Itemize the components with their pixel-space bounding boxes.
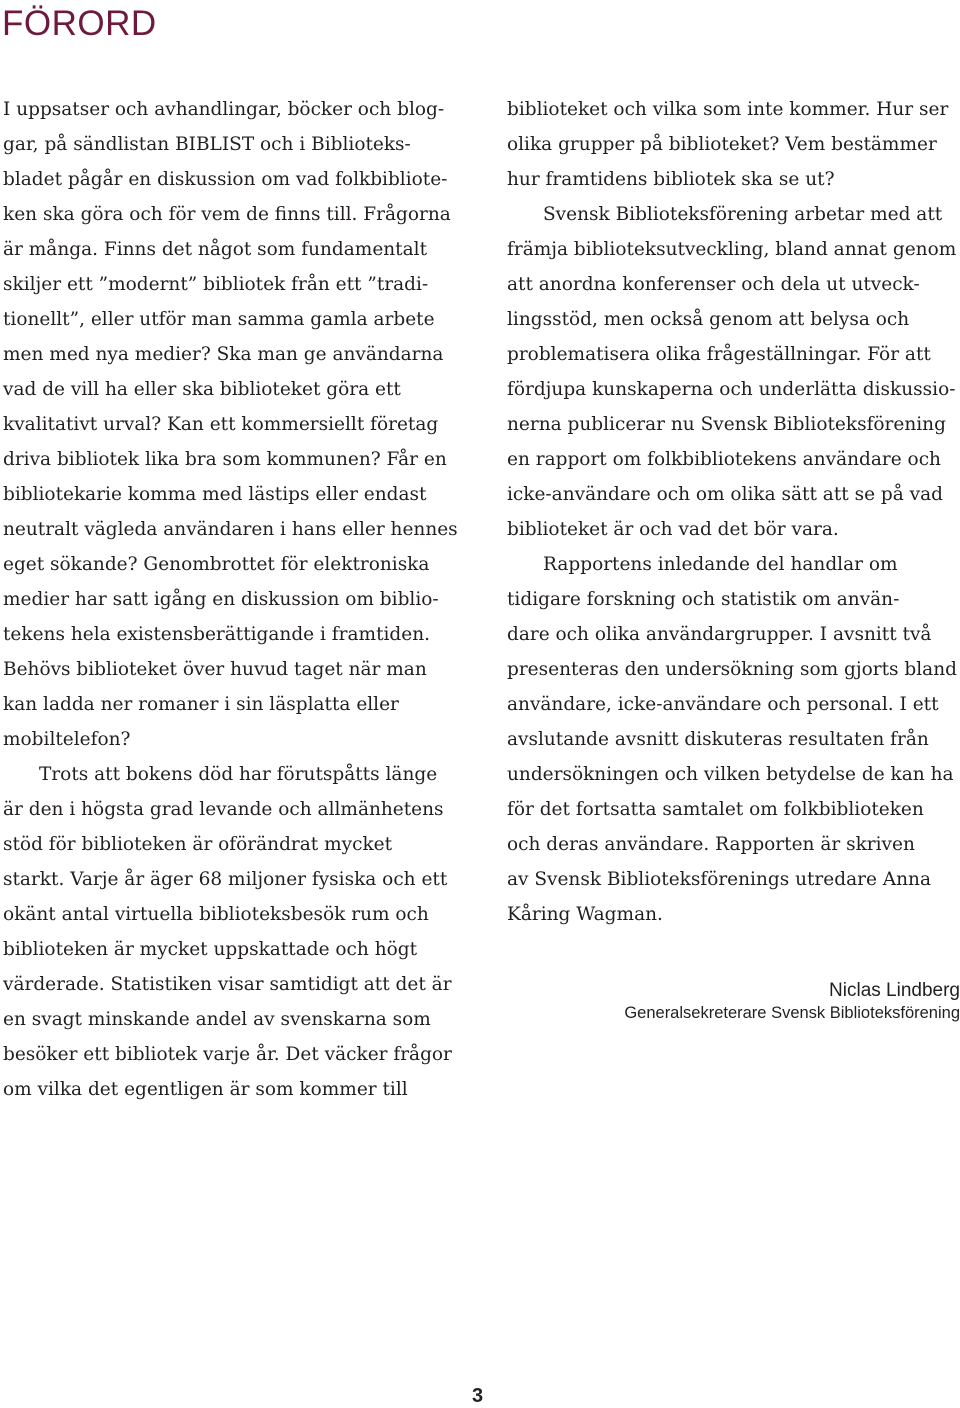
text-line: hur framtidens bibliotek ska se ut? [507, 169, 835, 190]
text-line: en svagt minskande andel av svenskarna som [3, 1009, 431, 1030]
text-line: en rapport om folkbibliotekens användare och [507, 449, 941, 470]
text-line: att anordna konferenser och dela ut utveck- [507, 274, 920, 295]
text-line: ken ska göra och för vem de finns till. Frågorna [3, 204, 451, 225]
text-line: tekens hela existensberättigande i framtiden. [3, 624, 431, 645]
left-text-column [3, 92, 473, 1107]
text-line: kan ladda ner romaner i sin läsplatta eller [3, 694, 399, 715]
text-line: gar, på sändlistan BIBLIST och i Biblioteks- [3, 134, 411, 155]
text-line: lingsstöd, men också genom att belysa och [507, 309, 910, 330]
text-line: för det fortsatta samtalet om folkbiblioteken [507, 799, 924, 820]
text-line: användare, icke-användare och personal. I ett [507, 694, 939, 715]
text-line: tionellt”, eller utför man samma gamla arbete [3, 309, 435, 330]
text-line: är den i högsta grad levande och allmänhetens [3, 799, 444, 820]
text-line: mobiltelefon? [3, 729, 131, 750]
page-number: 3 [472, 1385, 484, 1407]
text-line: Behövs biblioteket över huvud taget när man [3, 659, 427, 680]
text-line: och deras användare. Rapporten är skriven [507, 834, 915, 855]
text-line: besöker ett bibliotek varje år. Det väcker frågor [3, 1044, 452, 1065]
text-line: medier har satt igång en diskussion om biblio- [3, 589, 439, 610]
text-line: okänt antal virtuella biblioteksbesök rum och [3, 904, 429, 925]
text-line: bladet pågår en diskussion om vad folkbibliote- [3, 169, 448, 190]
text-line: I uppsatser och avhandlingar, böcker och blog- [3, 99, 445, 120]
text-line: eget sökande? Genombrottet för elektroniska [3, 554, 430, 575]
text-line: neutralt vägleda användaren i hans eller hennes [3, 519, 458, 540]
text-line: undersökningen och vilken betydelse de kan ha [507, 764, 954, 785]
signature-name: Niclas Lindberg [829, 980, 960, 1001]
text-line: nerna publicerar nu Svensk Biblioteksförening [507, 414, 946, 435]
text-line: om vilka det egentligen är som kommer till [3, 1079, 408, 1100]
text-line: problematisera olika frågeställningar. För att [507, 344, 931, 365]
text-line: tidigare forskning och statistik om använ- [507, 589, 900, 610]
text-line: Svensk Biblioteksförening arbetar med att [543, 204, 943, 225]
text-line: stöd för biblioteken är oförändrat mycket [3, 834, 393, 855]
text-line: Rapportens inledande del handlar om [543, 554, 898, 575]
text-line: skiljer ett ”modernt” bibliotek från ett ”tradi- [3, 274, 429, 295]
text-line: biblioteken är mycket uppskattade och högt [3, 939, 418, 960]
text-line: bibliotekarie komma med lästips eller endast [3, 484, 427, 505]
text-line: vad de vill ha eller ska biblioteket göra ett [3, 379, 401, 400]
text-line: men med nya medier? Ska man ge användarna [3, 344, 444, 365]
text-line: av Svensk Biblioteksförenings utredare Anna [507, 869, 931, 890]
text-line: biblioteket är och vad det bör vara. [507, 519, 839, 540]
text-line: presenteras den undersökning som gjorts bland [507, 659, 957, 680]
text-line: Kåring Wagman. [507, 904, 663, 925]
text-line: dare och olika användargrupper. I avsnitt två [507, 624, 932, 645]
right-text-column [507, 92, 960, 932]
text-line: fördjupa kunskaperna och underlätta diskussio- [507, 379, 956, 400]
text-line: Trots att bokens död har förutspåtts länge [39, 764, 438, 785]
text-line: driva bibliotek lika bra som kommunen? Får en [3, 449, 447, 470]
text-line: kvalitativt urval? Kan ett kommersiellt företag [3, 414, 439, 435]
text-line: olika grupper på biblioteket? Vem bestämmer [507, 134, 937, 155]
text-line: främja biblioteksutveckling, bland annat genom [507, 239, 957, 260]
text-line: icke-användare och om olika sätt att se på vad [507, 484, 943, 505]
text-line: biblioteket och vilka som inte kommer. Hur ser [507, 99, 949, 120]
text-line: avslutande avsnitt diskuteras resultaten från [507, 729, 929, 750]
signature-role: Generalsekreterare Svensk Biblioteksförening [624, 1004, 960, 1022]
text-line: starkt. Varje år äger 68 miljoner fysiska och ett [3, 869, 448, 890]
text-line: värderade. Statistiken visar samtidigt att det är [3, 974, 452, 995]
page-title: FÖRORD [2, 4, 157, 43]
text-line: är många. Finns det något som fundamentalt [3, 239, 428, 260]
